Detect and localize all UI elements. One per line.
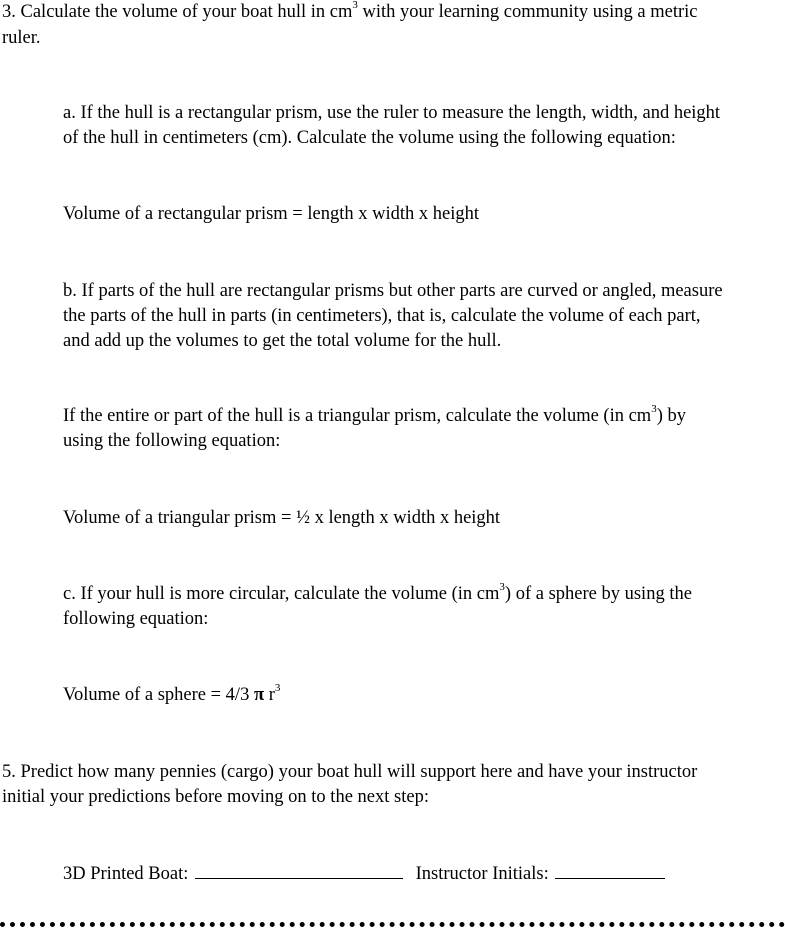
q3-heading-text-post: with your learning community using a metric [357, 2, 698, 22]
sphere-equation [63, 683, 280, 707]
pi-symbol: π [253, 685, 265, 705]
dotted-divider [0, 922, 785, 927]
q3c-line-2: following equation: [63, 609, 209, 629]
q3b-line-1: b. If parts of the hull are rectangular prisms but other parts are curved or angled, measure [63, 281, 723, 301]
q3c-text-post: ) of a sphere by using the [504, 584, 692, 604]
q3c-text-pre: c. If your hull is more circular, calculate the volume (in cm [63, 584, 500, 604]
q5-line-2: initial your predictions before moving on to the next step: [2, 787, 429, 807]
boat-label: 3D Printed Boat: [63, 864, 189, 884]
rectangular-prism-equation: Volume of a rectangular prism = length x width x height [63, 204, 479, 224]
triangular-prism-line-2: using the following equation: [63, 431, 281, 451]
q3a-line-1: a. If the hull is a rectangular prism, use the ruler to measure the length, width, and height [63, 103, 721, 123]
prediction-row [63, 860, 665, 886]
q3b-line-2: the parts of the hull in parts (in centimeters), that is, calculate the volume of each part, [63, 306, 701, 326]
triangular-prism-equation: Volume of a triangular prism = ½ x length x width x height [63, 508, 501, 528]
q3c-line-1 [63, 582, 692, 606]
boat-prediction-blank[interactable] [195, 860, 403, 879]
r-cubed-superscript: 3 [274, 681, 281, 694]
sphere-equation-pre: Volume of a sphere = 4/3 [63, 685, 254, 705]
instructor-label: Instructor Initials: [415, 864, 549, 884]
cm-cubed-superscript: 3 [499, 580, 505, 593]
cm-cubed-superscript: 3 [352, 0, 358, 11]
q3b-line-3: and add up the volumes to get the total volume for the hull. [63, 331, 502, 351]
q3-heading-line-2: ruler. [2, 28, 41, 48]
sphere-equation-r: r [264, 685, 275, 705]
q3-heading-line-1 [2, 0, 698, 24]
triangular-text-post: ) by [656, 406, 686, 426]
q3a-line-2: of the hull in centimeters (cm). Calculate the volume using the following equation: [63, 128, 676, 148]
triangular-text-pre: If the entire or part of the hull is a triangular prism, calculate the volume (in cm [63, 406, 652, 426]
cm-cubed-superscript: 3 [651, 402, 657, 415]
instructor-initials-blank[interactable] [555, 860, 665, 879]
triangular-prism-line-1 [63, 404, 686, 428]
q5-line-1: 5. Predict how many pennies (cargo) your boat hull will support here and have your instructor [2, 762, 698, 782]
q3-heading-text-pre: 3. Calculate the volume of your boat hull in cm [2, 2, 353, 22]
